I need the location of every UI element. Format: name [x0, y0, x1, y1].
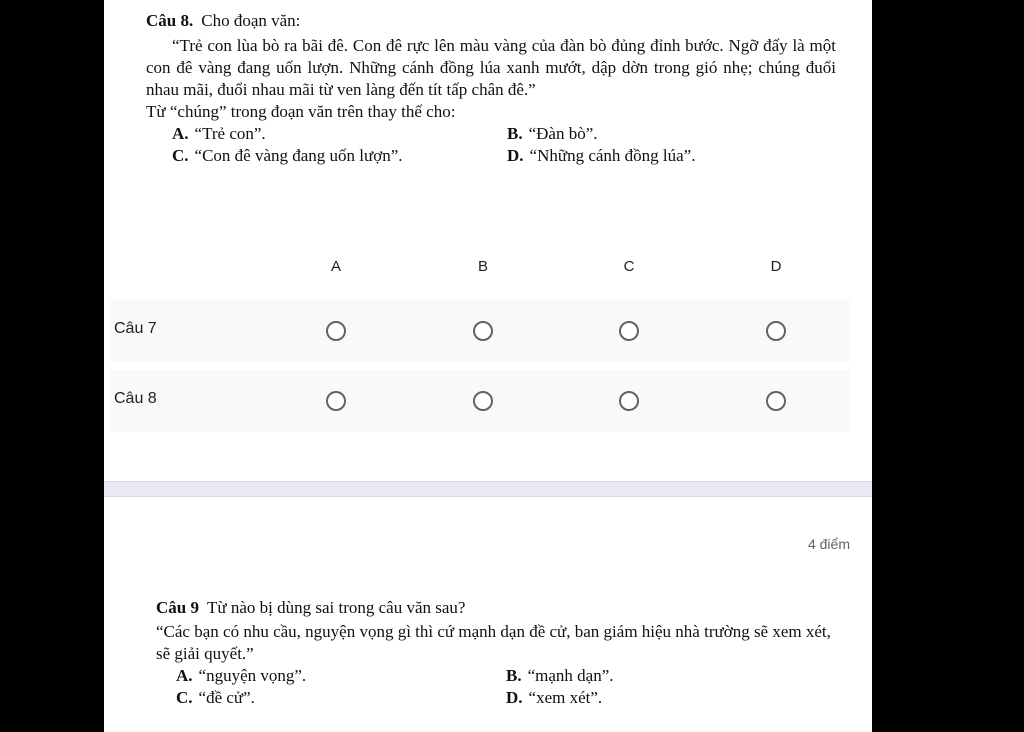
grid-row-label: Câu 8: [114, 390, 157, 407]
question-8-number: Câu 8.: [146, 11, 194, 30]
radio-cau8-b[interactable]: [473, 391, 493, 411]
q8-option-b: B. “Đàn bò”.: [507, 124, 598, 143]
points-label: 4 điểm: [807, 536, 850, 552]
grid-row-cau-7: [110, 300, 850, 362]
q9-option-b: B. “mạnh dạn”.: [506, 666, 614, 685]
radio-cau7-c[interactable]: [619, 321, 639, 341]
grid-column-c: C: [623, 258, 635, 275]
grid-row-cau-8: [110, 370, 850, 432]
radio-cau7-d[interactable]: [766, 321, 786, 341]
q9-option-c: C. “đề cử”.: [176, 688, 255, 707]
question-8-image: [146, 10, 836, 167]
question-8-passage: “Trẻ con lùa bò ra bãi đê. Con đê rực lên màu vàng của đàn bò đủng đỉnh bước. Ngỡ đấy là một con đê vàng đang uốn lượn. Những cánh đồng lúa xanh mướt, dập dờn trong gió nhẹ; chúng đuổi nhau mãi, đuổi nhau mãi từ ven làng đến tít tấp chân đê.”: [146, 36, 836, 99]
q9-option-d: D. “xem xét”.: [506, 688, 603, 707]
q8-option-c: C. “Con đê vàng đang uốn lượn”.: [172, 146, 403, 165]
radio-cau7-a[interactable]: [326, 321, 346, 341]
section-divider: [104, 481, 872, 497]
question-8-options: [172, 123, 836, 167]
grid-row-label: Câu 7: [114, 320, 157, 337]
q8-option-a: A. “Trẻ con”.: [172, 124, 266, 143]
radio-cau8-c[interactable]: [619, 391, 639, 411]
grid-column-a: A: [330, 258, 341, 275]
question-9-number: Câu 9: [156, 598, 199, 617]
question-8-question: Từ “chúng” trong đoạn văn trên thay thế cho:: [146, 102, 456, 121]
form-page: [104, 0, 872, 732]
question-9-sentence: “Các bạn có nhu cầu, nguyện vọng gì thì cứ mạnh dạn đề cử, ban giám hiệu nhà trường sẽ xem xét, sẽ giải quyết.”: [156, 622, 831, 663]
grid-column-d: D: [770, 258, 782, 275]
radio-cau8-d[interactable]: [766, 391, 786, 411]
question-9-options: [176, 665, 836, 709]
grid-column-b: B: [477, 258, 488, 275]
radio-cau7-b[interactable]: [473, 321, 493, 341]
question-8-prompt: Cho đoạn văn:: [201, 11, 301, 30]
question-9-image: [156, 597, 836, 709]
radio-cau8-a[interactable]: [326, 391, 346, 411]
question-9-prompt: Từ nào bị dùng sai trong câu văn sau?: [206, 598, 466, 617]
q8-option-d: D. “Những cánh đồng lúa”.: [507, 146, 696, 165]
q9-option-a: A. “nguyện vọng”.: [176, 666, 307, 685]
